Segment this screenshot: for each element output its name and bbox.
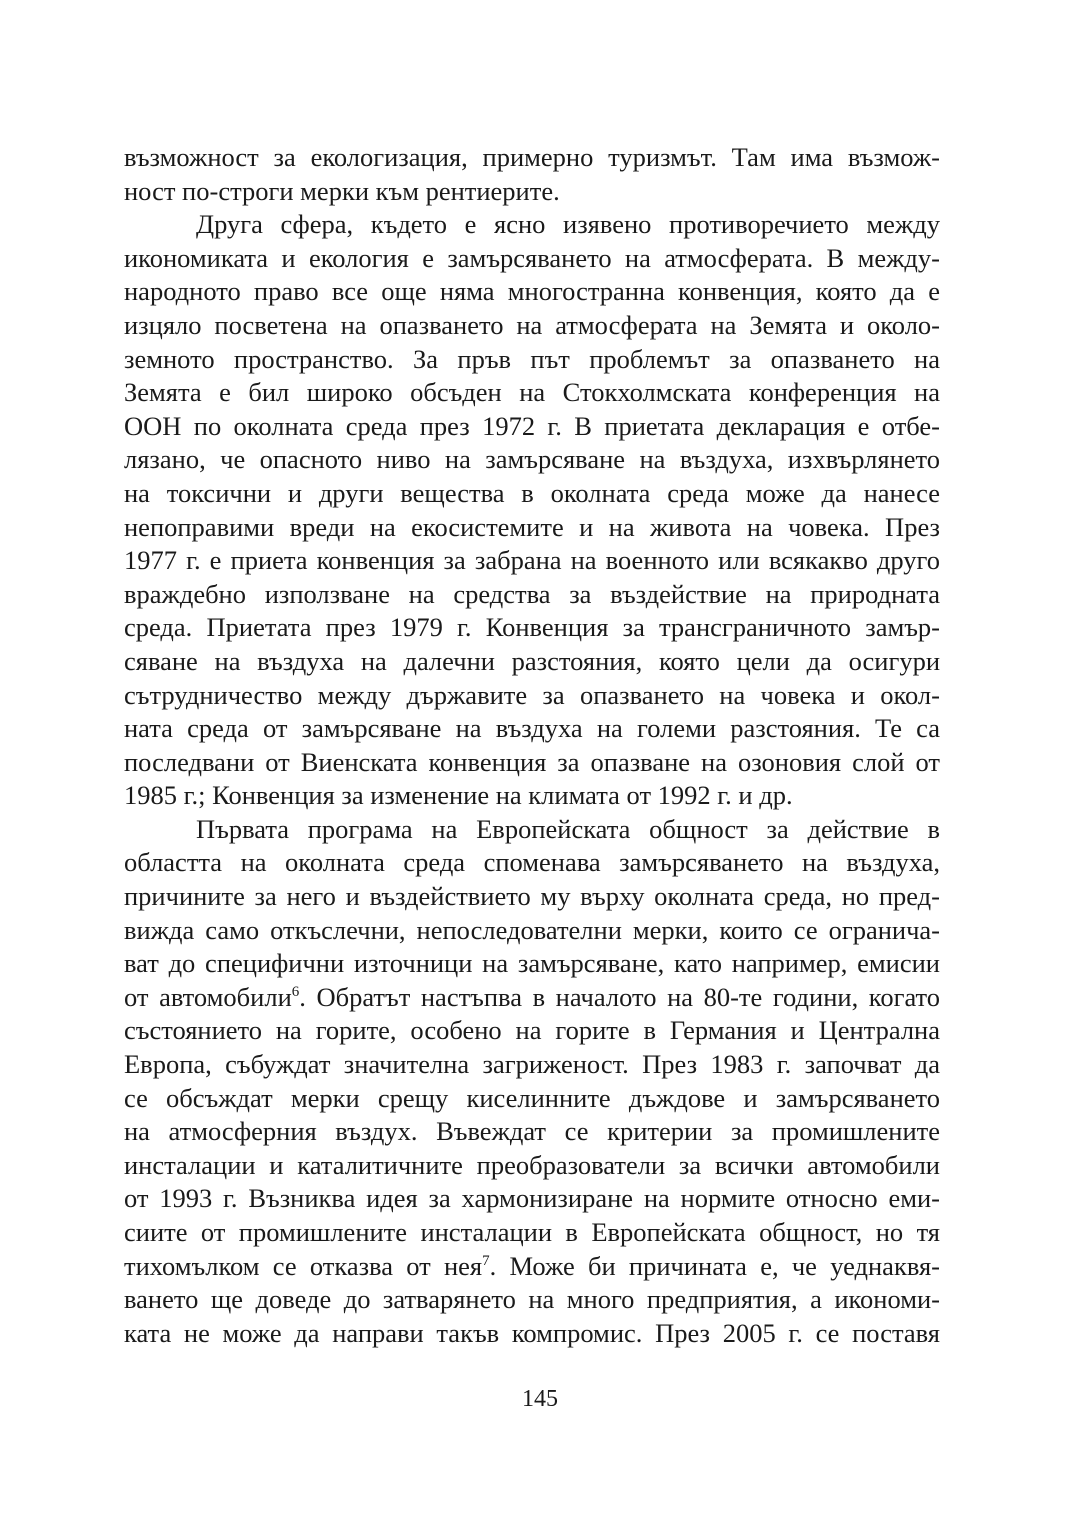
text-line: на токсични и други вещества в околната среда може да нанесе bbox=[124, 477, 940, 508]
text-line: Земята е бил широко обсъден на Стокхолмската конференция на bbox=[124, 377, 940, 408]
text-line: икономиката и екология е замърсяването на атмосферата. В между- bbox=[124, 242, 940, 273]
text-segment: . Може би причината е, че уеднаквя- bbox=[489, 1250, 940, 1281]
text-line: последвани от Виенската конвенция за опазване на озоновия слой от bbox=[124, 746, 940, 777]
text-line: вижда само откъслечни, непоследователни мерки, които се огранича- bbox=[124, 914, 940, 945]
text-segment: от автомобили bbox=[124, 981, 292, 1012]
text-line: среда. Приетата през 1979 г. Конвенция за трансграничното замър- bbox=[124, 612, 940, 643]
text-line: изцяло посветена на опазването на атмосферата на Земята и около- bbox=[124, 309, 940, 340]
text-line: областта на околната среда споменава замърсяването на въздуха, bbox=[124, 847, 940, 878]
text-line: Европа, събуждат значителна загриженост. През 1983 г. започват да bbox=[124, 1049, 940, 1080]
text-line: ката не може да направи такъв компромис. През 2005 г. се поставя bbox=[124, 1317, 940, 1348]
text-line: ООН по околната среда през 1972 г. В приетата декларация е отбе- bbox=[124, 410, 940, 441]
text-line: ната среда от замърсяване на въздуха на големи разстояния. Те са bbox=[124, 713, 940, 744]
text-line: земното пространство. За пръв път проблемът за опазването на bbox=[124, 343, 940, 374]
text-line: сиите от промишлените инсталации в Европейската общност, но тя bbox=[124, 1217, 940, 1247]
text-line: Първата програма на Европейската общност за действие в bbox=[196, 813, 940, 844]
text-line: непоправими вреди на екосистемите и на живота на човека. През bbox=[124, 511, 940, 542]
text-line: народното право все още няма многостранна конвенция, която да е bbox=[124, 276, 940, 307]
text-line: сяване на въздуха на далечни разстояния, която цели да осигури bbox=[124, 645, 940, 676]
footnote-marker[interactable]: 6 bbox=[291, 983, 300, 1000]
text-line: причините за него и въздействието му върху околната среда, но пред- bbox=[124, 881, 940, 912]
text-line-with-footnote bbox=[124, 981, 940, 1015]
text-line: се обсъждат мерки срещу киселинните дъждове и замърсяването bbox=[124, 1082, 940, 1113]
text-line: от 1993 г. Възниква идея за хармонизиране на нормите относно еми- bbox=[124, 1183, 940, 1214]
text-line: Друга сфера, където е ясно изявено противоречието между bbox=[196, 209, 940, 240]
text-segment: тихомълком се отказва от нея bbox=[124, 1250, 483, 1281]
text-line: възможност за екологизация, примерно туризмът. Там има възмож- bbox=[124, 142, 940, 172]
text-line: 1985 г.; Конвенция за изменение на климата от 1992 г. и др. bbox=[124, 780, 793, 811]
text-line: враждебно използване на средства за въздействие на природната bbox=[124, 578, 940, 609]
text-line: ност по-строги мерки към рентиерите. bbox=[124, 175, 560, 206]
text-line: инсталации и каталитичните преобразователи за всички автомобили bbox=[124, 1149, 940, 1180]
footnote-marker[interactable]: 7 bbox=[482, 1252, 490, 1269]
text-line: сътрудничество между държавите за опазването на човека и окол- bbox=[124, 679, 940, 710]
text-line: 1977 г. е приета конвенция за забрана на военното или всякакво друго bbox=[124, 545, 940, 576]
text-line: на атмосферния въздух. Въвеждат се критерии за промишлените bbox=[124, 1116, 940, 1147]
text-line-with-footnote bbox=[124, 1250, 940, 1284]
text-line: ването ще доведе до затварянето на много предприятия, а икономи- bbox=[124, 1284, 940, 1315]
text-line: състоянието на горите, особено на горите в Германия и Централна bbox=[124, 1015, 940, 1046]
text-line: лязано, че опасното ниво на замърсяване на въздуха, изхвърлянето bbox=[124, 444, 940, 475]
page-number: 145 bbox=[522, 1386, 558, 1412]
body-text bbox=[124, 141, 940, 1350]
text-line: ват до специфични източници на замърсяване, като например, емисии bbox=[124, 948, 940, 979]
text-segment: . Обратът настъпва в началото на 80-те години, когато bbox=[299, 981, 940, 1012]
